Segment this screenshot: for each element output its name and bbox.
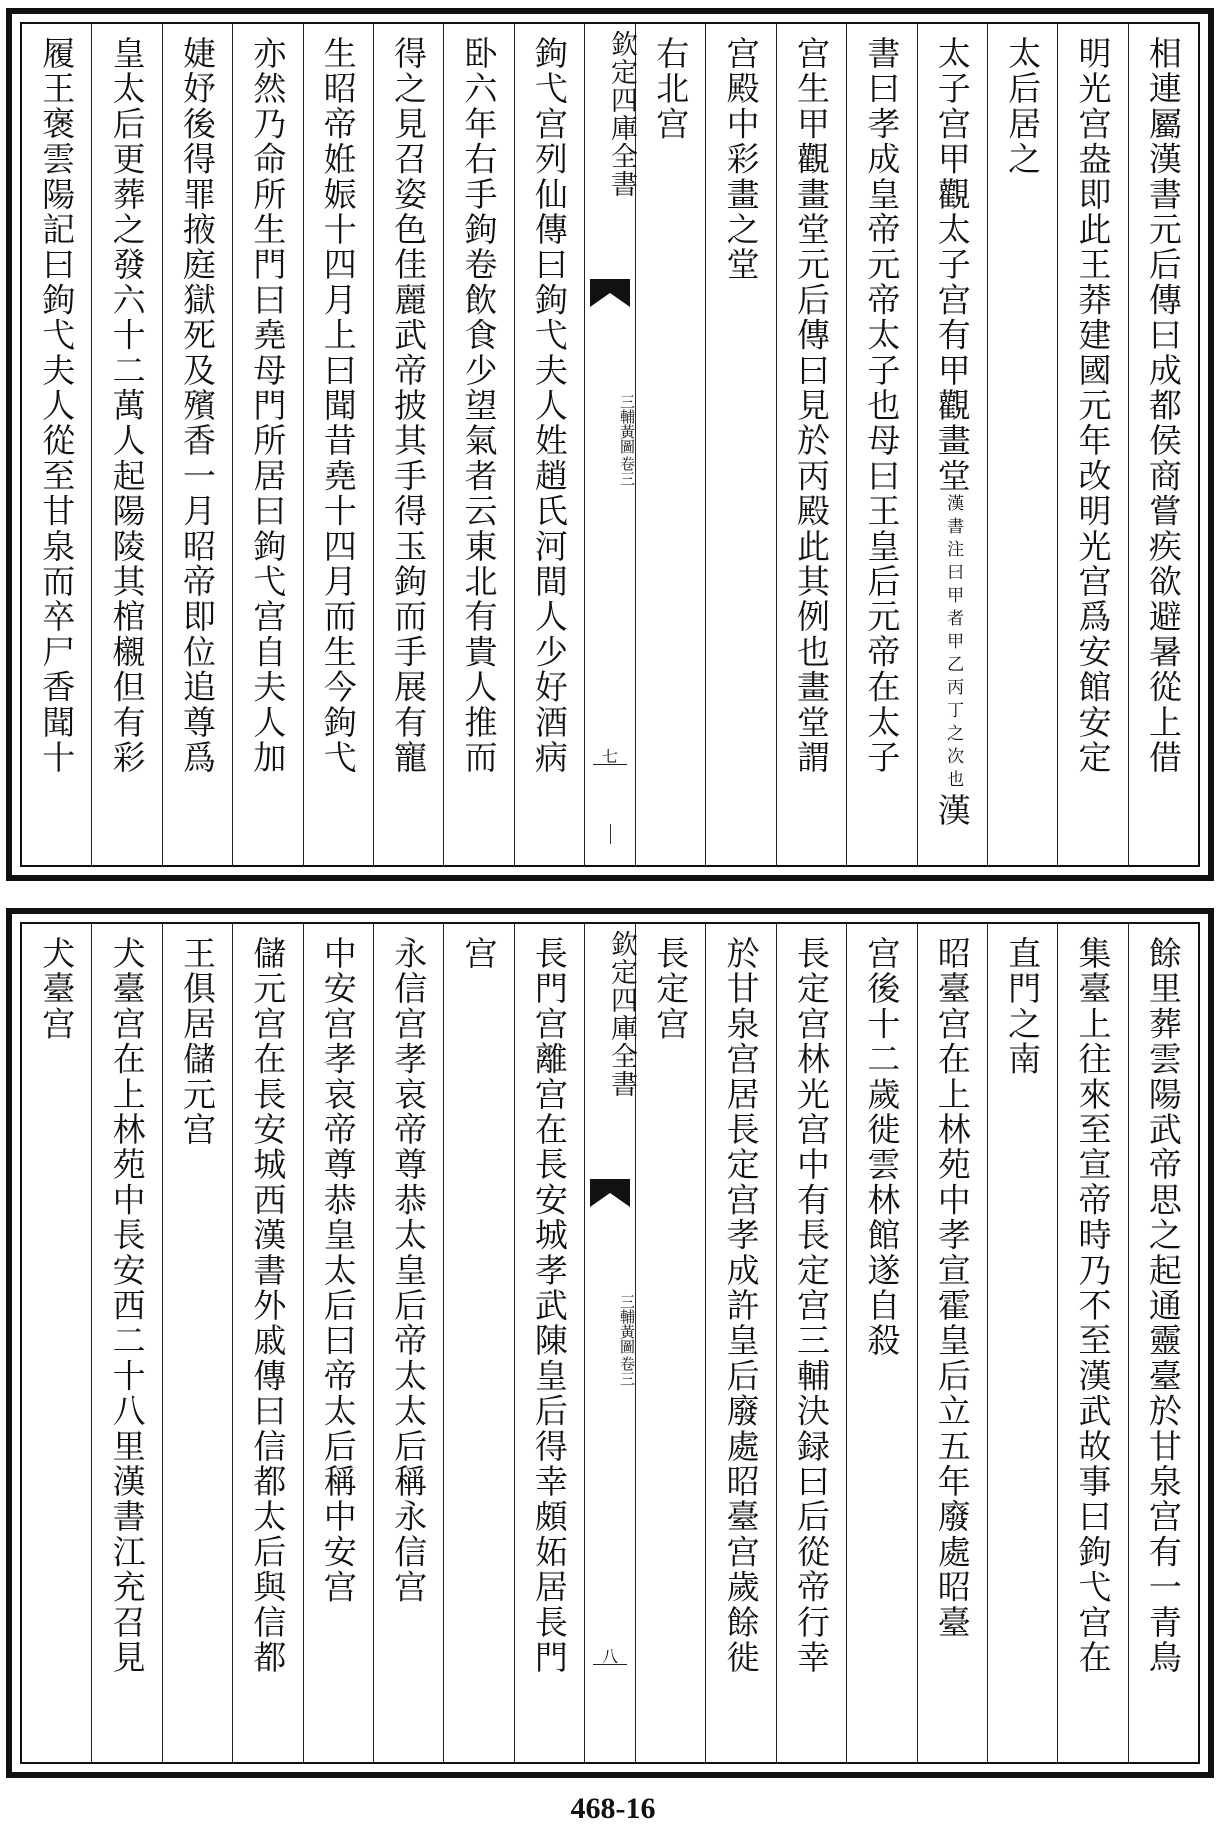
text-column: 永信宫孝哀帝尊恭太皇后帝太太后稱永信宫: [373, 924, 443, 1762]
page-panel-bottom: [6, 908, 1214, 1778]
annotation-note: 漢書注曰甲者甲乙丙丁之次也: [943, 493, 964, 793]
page-number-rule: [593, 1664, 627, 1665]
text-column: 卧六年右手鉤卷飲食少望氣者云東北有貴人推而: [443, 24, 513, 865]
work-title: 三輔黃圖: [618, 394, 636, 454]
page-number-rule: [593, 764, 627, 765]
text-column: 履王褒雲陽記曰鉤弋夫人從至甘泉而卒尸香聞十: [37, 36, 77, 776]
page-number: 八: [601, 1647, 618, 1666]
text-column: 鉤弋宫列仙傳曰鉤弋夫人姓趙氏河間人少好酒病: [514, 24, 584, 865]
text-columns: [22, 24, 1198, 865]
text-column: 書曰孝成皇帝元帝太子也母曰王皇后元帝在太子: [846, 24, 916, 865]
volume-label: [585, 394, 635, 486]
center-fold: [584, 924, 635, 1762]
text-columns: [22, 924, 1198, 1762]
text-column: 犬臺宫在上林苑中長安西二十八里漢書江充召見: [91, 924, 161, 1762]
fishtail-mark-icon: [585, 279, 635, 309]
text-column: 相連屬漢書元后傳曰成都侯商嘗疾欲避暑從上借: [1128, 24, 1198, 865]
text-column: 亦然乃命所生門曰堯母門所居曰鉤弋宫自夫人加: [232, 24, 302, 865]
text-column: 儲元宫在長安城西漢書外戚傳曰信都太后與信都: [232, 924, 302, 1762]
text-column: 宫生甲觀畫堂元后傳曰見於丙殿此其例也畫堂謂: [776, 24, 846, 865]
text-column: 宫: [443, 924, 513, 1762]
text-column: 集臺上往來至宣帝時乃不至漢武故事曰鉤弋宫在: [1057, 924, 1127, 1762]
text-column: 明光宫盎即此王莽建國元年改明光宫爲安館安定: [1057, 24, 1127, 865]
text-column: 得之見召姿色佳麗武帝披其手得玉鉤而手展有寵: [373, 24, 443, 865]
center-fold: [584, 24, 635, 865]
text-column: 餘里葬雲陽武帝思之起通靈臺於甘泉宫有一青鳥: [1128, 924, 1198, 1762]
text-column: 昭臺宫在上林苑中孝宣霍皇后立五年廢處昭臺: [917, 924, 987, 1762]
text-column: 太子宫甲觀太子宫有甲觀畫堂 漢書注曰甲者甲乙丙丁之次也 漢: [917, 24, 987, 865]
page-number: 七: [601, 747, 618, 766]
fold-tick: [610, 824, 611, 844]
text-column: 生昭帝姙娠十四月上曰聞昔堯十四月而生今鉤弋: [303, 24, 373, 865]
volume-label: [585, 1294, 635, 1386]
text-column: 中安宫孝哀帝尊恭皇太后曰帝太后稱中安宫: [303, 924, 373, 1762]
text-column: 長門宫離宫在長安城孝武陳皇后得幸頗妬居長門: [514, 924, 584, 1762]
volume-number: 卷三: [618, 1356, 636, 1386]
text-column: 犬臺宫: [37, 936, 77, 1042]
text-column: 長定宫林光宫中有長定宫三輔決録曰后從帝行幸: [776, 924, 846, 1762]
book-title: 欽定四庫全書: [606, 930, 637, 1098]
scan-page-number: 468-16: [570, 1792, 656, 1825]
text-column: 宫殿中彩畫之堂: [705, 24, 775, 865]
text-column: 直門之南: [987, 924, 1057, 1762]
page-panel-top: [6, 8, 1214, 881]
text-column: 宫後十二歲徙雲林館遂自殺: [846, 924, 916, 1762]
text-column: 長定宫: [635, 924, 705, 1762]
text-column: 於甘泉宫居長定宫孝成許皇后廢處昭臺宫歲餘徙: [705, 924, 775, 1762]
text-column: 太后居之: [987, 24, 1057, 865]
text-column: 王俱居儲元宫: [162, 924, 232, 1762]
page-frame: [20, 22, 1200, 867]
text-column: 皇太后更葬之發六十二萬人起陽陵其棺櫬但有彩: [91, 24, 161, 865]
page-frame: [20, 922, 1200, 1764]
fishtail-mark-icon: [585, 1179, 635, 1209]
text-column: 婕妤後得罪掖庭獄死及殯香一月昭帝即位追尊爲: [162, 24, 232, 865]
volume-number: 卷三: [618, 456, 636, 486]
book-title: 欽定四庫全書: [606, 30, 637, 198]
work-title: 三輔黃圖: [618, 1294, 636, 1354]
text-column: 右北宫: [635, 24, 705, 865]
